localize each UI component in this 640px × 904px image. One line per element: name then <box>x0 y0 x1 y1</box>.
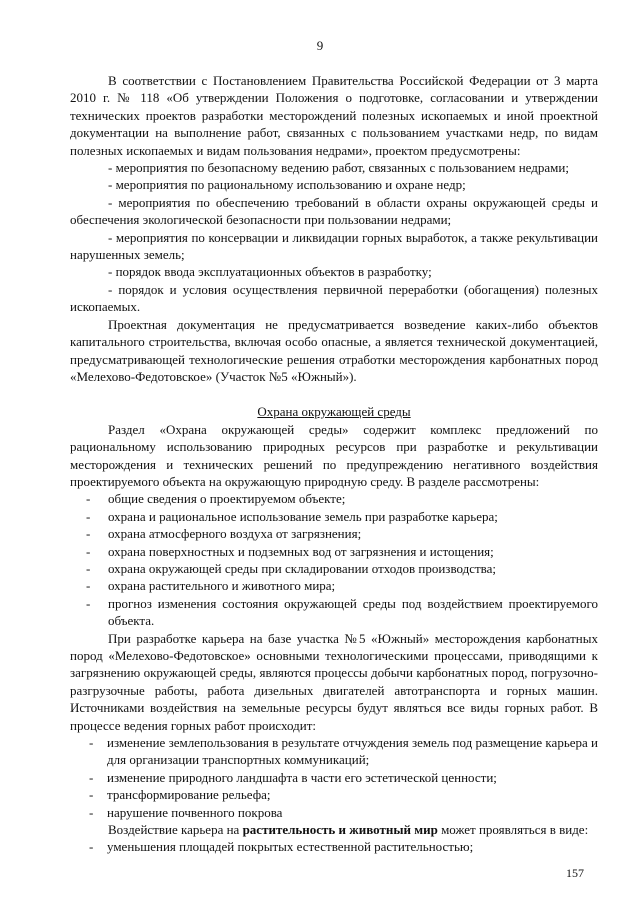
dash-bullet: - <box>86 560 91 576</box>
processes-list <box>70 734 598 821</box>
page-number: 9 <box>316 38 324 53</box>
list-item: - нарушение почвенного покрова <box>89 804 283 820</box>
section-title: Охрана окружающей среды <box>257 404 411 420</box>
list-item: - изменение землепользования в результате отчуждения земель под размещение карьера и для организации транспортных коммуникаций; <box>89 735 598 768</box>
intro-closing: Проектная документация не предусматривается возведение каких-либо объектов капитального строительства, включая особо опасные, а является технической документацией, предусматривающей технологические решения отработки месторождения карбонатных пород «Мелехово-Федотовское» (Участок №5 «Южный»). <box>70 316 598 384</box>
intro-item: - порядок и условия осуществления первичной переработки (обогащения) полезных ископаемых. <box>70 281 598 315</box>
list-item: - уменьшения площадей покрытых естественной растительностью; <box>89 839 474 855</box>
impact-emphasis: растительность и животный мир <box>242 822 438 838</box>
dash-bullet: - <box>89 787 94 803</box>
dash-bullet: - <box>86 526 91 542</box>
footer-page-number: 157 <box>566 866 584 880</box>
section-list <box>70 490 598 629</box>
list-item: - прогноз изменения состояния окружающей среды под воздействием проектируемого объекта. <box>86 595 598 629</box>
list-item: - общие сведения о проектируемом объекте; <box>86 491 346 507</box>
dash-bullet: - <box>86 578 91 594</box>
dash-bullet: - <box>89 735 94 751</box>
dash-bullet: - <box>86 508 91 524</box>
intro-item: - мероприятия по обеспечению требований в области охраны окружающей среды и обеспечения экологической безопасности при пользовании недрами; <box>70 194 598 228</box>
impact-paragraph: Воздействие карьера на растительность и животный мир может проявляться в виде: <box>108 822 589 838</box>
intro-item: - мероприятия по безопасному ведению работ, связанных с пользованием недрами; <box>108 160 569 176</box>
list-item: - трансформирование рельефа; <box>89 787 271 803</box>
impact-list <box>70 838 598 855</box>
section-intro: Раздел «Охрана окружающей среды» содержит комплекс предложений по рациональному использованию природных ресурсов при разработке и рекультивации месторождения и технических решений по предупреждению негативного воздействия проектируемого объекта на окружающую природную среду. В разделе рассмотрены: <box>70 421 598 489</box>
list-item: - охрана и рациональное использование земель при разработке карьера; <box>86 508 498 524</box>
dash-bullet: - <box>89 804 94 820</box>
dash-bullet: - <box>89 769 94 785</box>
document-body <box>70 72 598 856</box>
section-paragraph: При разработке карьера на базе участка №5 «Южный» месторождения карбонатных пород «Мелехово-Федотовское» основными технологическими процессами, приводящими к загрязнению окружающей среды, являются процессы добычи карбонатных пород, погрузочно-разгрузочные работы, работа дизельных двигателей автотранспорта и горных машин. Источниками воздействия на земельные ресурсы будут являться все виды горных работ. В процессе ведения горных работ происходит: <box>70 630 598 733</box>
list-item: - охрана окружающей среды при складировании отходов производства; <box>86 560 497 576</box>
list-item: - охрана растительного и животного мира; <box>86 578 336 594</box>
dash-bullet: - <box>86 491 91 507</box>
list-item: - охрана атмосферного воздуха от загрязнения; <box>86 526 362 542</box>
list-item: - изменение природного ландшафта в части его эстетической ценности; <box>89 769 497 785</box>
intro-paragraph: В соответствии с Постановлением Правительства Российской Федерации от 3 марта 2010 г. № 118 «Об утверждении Положения о подготовке, согласовании и утверждении технических проектов разработки месторождений полезных ископаемых и иной проектной документации на выполнение работ, связанных с пользованием участками недр, по видам полезных ископаемых и видам пользования недрами», проектом предусмотрены: <box>70 73 598 158</box>
dash-bullet: - <box>86 543 91 559</box>
intro-item: - порядок ввода эксплуатационных объектов в разработку; <box>108 264 432 280</box>
intro-item: - мероприятия по консервации и ликвидации горных выработок, а также рекультивации нарушенных земель; <box>70 229 598 263</box>
dash-bullet: - <box>86 595 91 611</box>
list-item: - охрана поверхностных и подземных вод от загрязнения и истощения; <box>86 543 494 559</box>
intro-item: - мероприятия по рациональному использованию и охране недр; <box>108 177 466 193</box>
dash-bullet: - <box>89 839 94 855</box>
